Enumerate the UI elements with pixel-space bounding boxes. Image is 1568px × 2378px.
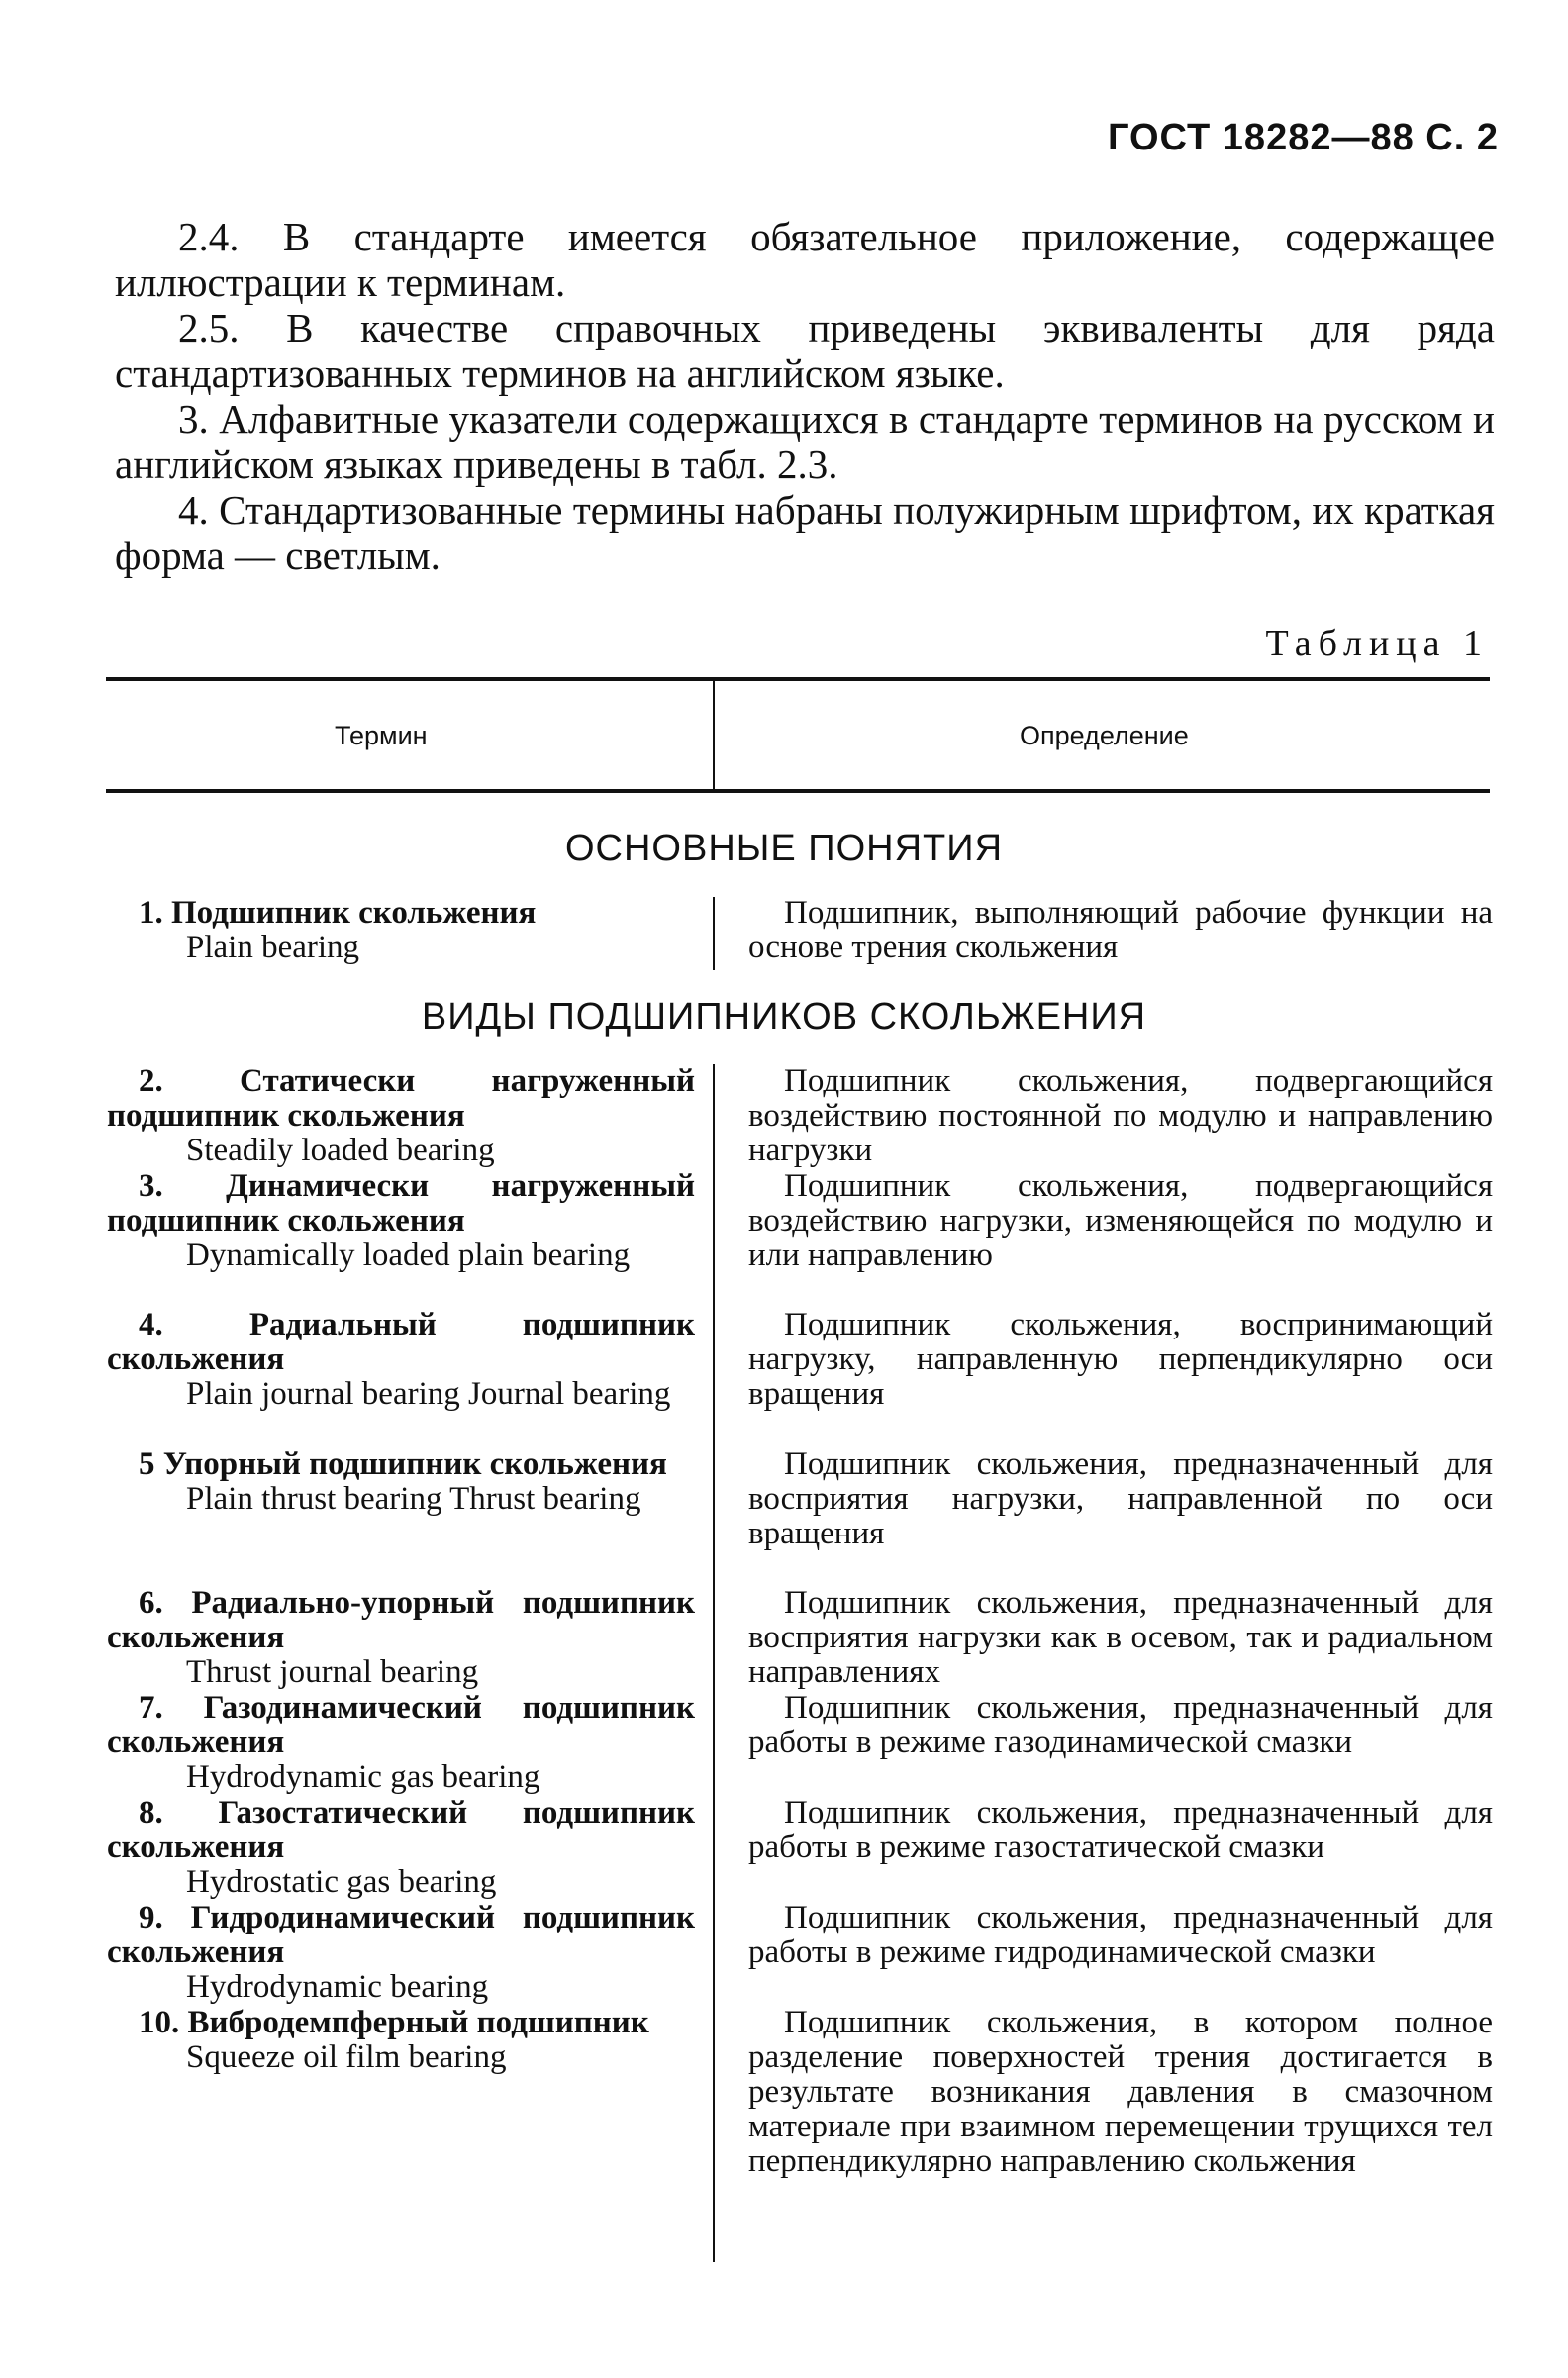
intro-paragraph: 3. Алфавитные указатели содержащихся в стандарте терминов на русском и английском языках приведены в табл. 2.3.: [115, 396, 1495, 487]
intro-paragraph: 4. Стандартизованные термины набраны полужирным шрифтом, их краткая форма — светлым.: [115, 487, 1495, 578]
term-entry: [107, 1447, 695, 1517]
term-ru: 10. Вибродемпферный подшипник: [139, 2005, 649, 2040]
definition-text: Подшипник скольжения, предназначенный для восприятия нагрузки как в осевом, так и радиальном направлениях: [748, 1585, 1493, 1690]
column-divider: [713, 897, 715, 970]
term-ru: 7. Газодинамический подшипник скольжения: [107, 1690, 695, 1760]
term-entry: [107, 1308, 695, 1412]
definition-text: Подшипник скольжения, подвергающийся воздействию нагрузки, изменяющейся по модулю и или направлению: [748, 1168, 1493, 1273]
term-en: Hydrostatic gas bearing: [186, 1864, 497, 1900]
column-header-term: Термин: [335, 721, 428, 750]
page-header: ГОСТ 18282—88 С. 2: [1107, 117, 1499, 158]
definition-text: Подшипник скольжения, предназначенный для работы в режиме газодинамической смазки: [748, 1690, 1493, 1760]
definition-text: Подшипник скольжения, предназначенный для работы в режиме гидродинамической смазки: [748, 1900, 1493, 1970]
term-ru: 3. Динамически нагруженный подшипник скольжения: [107, 1168, 695, 1239]
column-divider: [713, 1064, 715, 2262]
term-en: Thrust journal bearing: [186, 1654, 479, 1690]
term-ru: 6. Радиально-упорный подшипник скольжения: [107, 1585, 695, 1655]
table-label: Таблица 1: [1265, 623, 1489, 664]
intro-paragraph: 2.4. В стандарте имеется обязательное приложение, содержащее иллюстрации к терминам.: [115, 214, 1495, 305]
header-column-divider: [713, 681, 715, 790]
section-title-basic: ОСНОВНЫЕ ПОНЯТИЯ: [564, 828, 1004, 869]
definition-text: Подшипник, выполняющий рабочие функции на основе трения скольжения: [748, 895, 1493, 965]
column-header-definition: Определение: [1020, 721, 1189, 750]
term-en: Hydrodynamic gas bearing: [186, 1759, 540, 1795]
term-entry: [107, 1796, 695, 1900]
term-ru: 2. Статически нагруженный подшипник скольжения: [107, 1063, 695, 1134]
definition-text: Подшипник скольжения, в котором полное разделение поверхностей трения достигается в результате возникания давления в смазочном материале при взаимном перемещении трущихся тел перпендикулярно направлению скольжения: [748, 2005, 1493, 2179]
term-en: Squeeze oil film bearing: [186, 2039, 507, 2075]
term-en: Hydrodynamic bearing: [186, 1969, 489, 2005]
term-entry: [107, 2006, 695, 2075]
term-ru: 4. Радиальный подшипник скольжения: [107, 1307, 695, 1377]
term-entry: [107, 1691, 695, 1795]
table-top-rule: [106, 677, 1490, 681]
term-ru: 8. Газостатический подшипник скольжения: [107, 1795, 695, 1865]
term-en: Plain thrust bearing Thrust bearing: [186, 1481, 641, 1517]
term-ru: 5 Упорный подшипник скольжения: [139, 1446, 667, 1482]
term-en: Plain bearing: [186, 930, 360, 965]
term-en: Steadily loaded bearing: [186, 1133, 495, 1168]
table-header-rule: [106, 789, 1490, 793]
definition-text: Подшипник скольжения, предназначенный для работы в режиме газостатической смазки: [748, 1795, 1493, 1865]
definition-text: Подшипник скольжения, подвергающийся воздействию постоянной по модулю и направлению нагрузки: [748, 1063, 1493, 1168]
section-title-types: ВИДЫ ПОДШИПНИКОВ СКОЛЬЖЕНИЯ: [421, 996, 1147, 1038]
term-en: Plain journal bearing Journal bearing: [186, 1376, 671, 1412]
term-ru: 9. Гидродинамический подшипник скольжения: [107, 1900, 695, 1970]
term-entry: [107, 1064, 695, 1168]
term-entry: [107, 1901, 695, 2005]
term-ru: 1. Подшипник скольжения: [139, 895, 537, 931]
intro-paragraph: 2.5. В качестве справочных приведены эквиваленты для ряда стандартизованных терминов на английском языке.: [115, 305, 1495, 396]
term-en: Dynamically loaded plain bearing: [186, 1238, 631, 1273]
intro-text: [115, 214, 1495, 578]
definition-text: Подшипник скольжения, воспринимающий нагрузку, направленную перпендикулярно оси вращения: [748, 1307, 1493, 1412]
term-entry: [107, 896, 695, 965]
term-entry: [107, 1169, 695, 1273]
term-entry: [107, 1586, 695, 1690]
definition-text: Подшипник скольжения, предназначенный для восприятия нагрузки, направленной по оси вращения: [748, 1446, 1493, 1551]
